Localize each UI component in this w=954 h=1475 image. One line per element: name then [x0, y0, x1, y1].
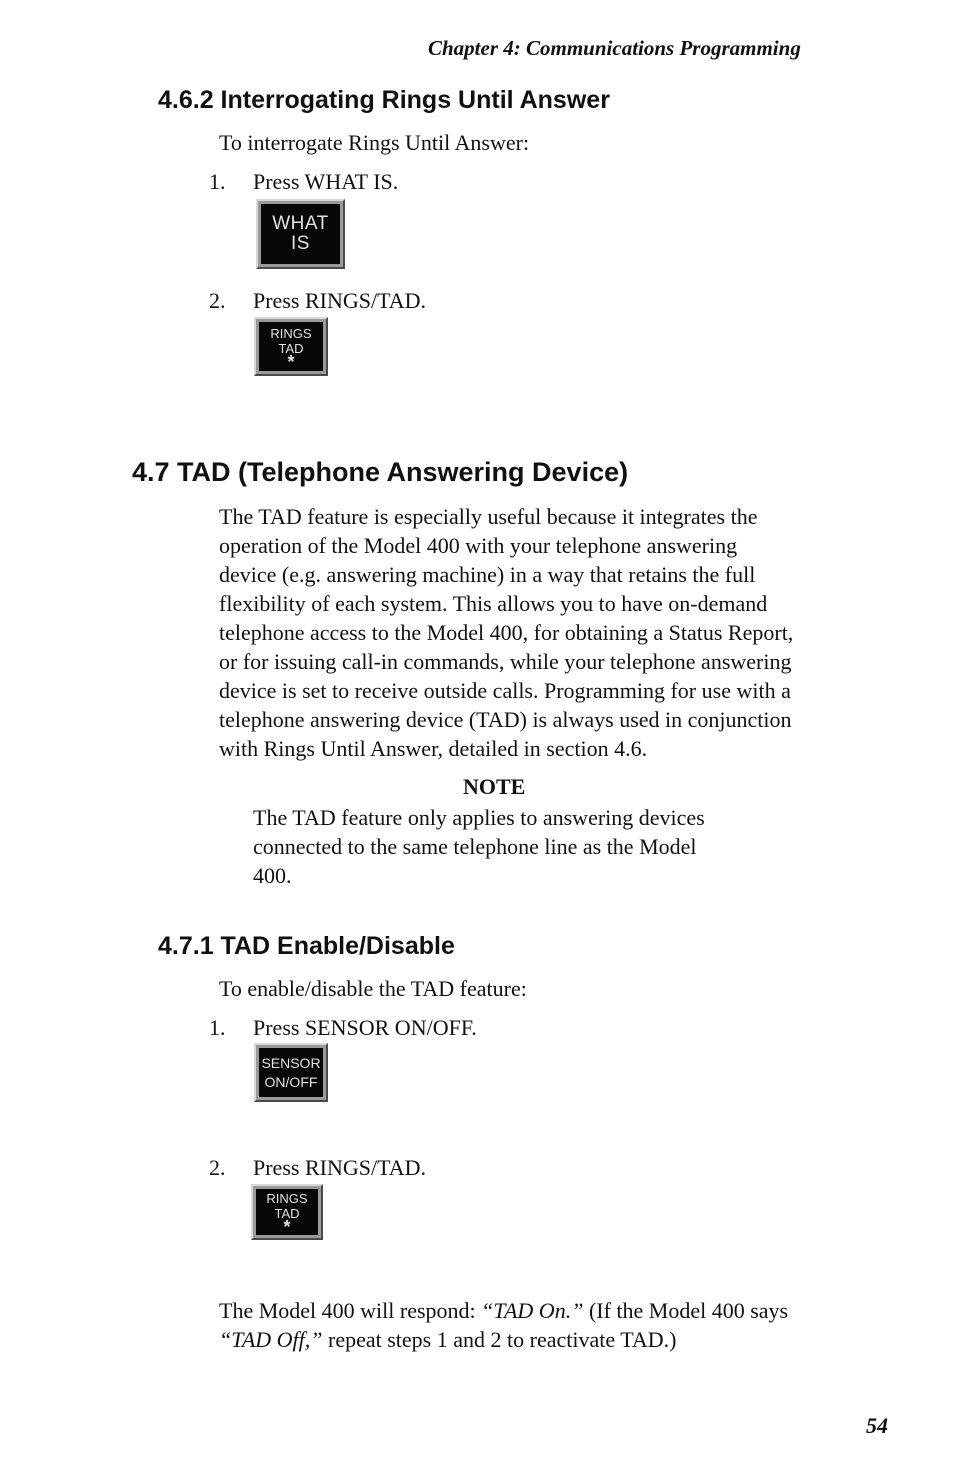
paragraph-line: operation of the Model 400 with your telephone answering — [219, 533, 738, 558]
note-body — [253, 803, 705, 890]
step-text: Press RINGS/TAD. — [253, 1155, 427, 1180]
note-line: 400. — [253, 863, 292, 888]
note-title: NOTE — [463, 774, 526, 799]
paragraph-line: flexibility of each system. This allows you to have on-demand — [219, 591, 768, 616]
step-number: 2. — [209, 1155, 226, 1180]
response-off: “TAD Off,” — [219, 1327, 323, 1352]
section-heading-4-7: 4.7 TAD (Telephone Answering Device) — [132, 457, 629, 487]
section-intro-4-6-2: To interrogate Rings Until Answer: — [219, 130, 530, 155]
step-text: Press RINGS/TAD. — [253, 288, 427, 313]
key-label: ON/OFF — [264, 1073, 318, 1090]
section-intro-4-7-1: To enable/disable the TAD feature: — [219, 976, 527, 1001]
page-number: 54 — [866, 1413, 888, 1438]
rings-tad-key — [251, 1184, 323, 1240]
note-line: The TAD feature only applies to answering devices — [253, 805, 705, 830]
key-label: RINGS — [266, 1191, 308, 1206]
key-label: IS — [291, 233, 310, 254]
key-label: TAD — [274, 1206, 300, 1221]
asterisk-icon: * — [287, 351, 295, 372]
rings-tad-key — [254, 317, 328, 376]
running-head: Chapter 4: Communications Programming — [428, 36, 801, 60]
key-label: SENSOR — [261, 1054, 321, 1071]
paragraph-line: device (e.g. answering machine) in a way that retains the full — [219, 562, 756, 587]
step-number: 2. — [209, 288, 226, 313]
closing-text: repeat steps 1 and 2 to reactivate TAD.) — [322, 1327, 677, 1352]
asterisk-icon: * — [283, 1217, 291, 1237]
key-label: TAD — [278, 340, 304, 356]
paragraph-line: The TAD feature is especially useful because it integrates the — [219, 504, 758, 529]
sensor-on-off-key — [254, 1043, 328, 1102]
paragraph-line: telephone answering device (TAD) is always used in conjunction — [219, 707, 792, 732]
closing-text: (If the Model 400 says — [583, 1298, 789, 1323]
response-on: “TAD On.” — [481, 1298, 584, 1323]
closing-text: The Model 400 will respond: — [219, 1298, 482, 1323]
paragraph-line: or for issuing call-in commands, while your telephone answering — [219, 649, 792, 674]
section-heading-4-6-2: 4.6.2 Interrogating Rings Until Answer — [158, 86, 610, 114]
what-is-key — [256, 199, 345, 269]
step-text: Press WHAT IS. — [253, 169, 399, 194]
paragraph-line: with Rings Until Answer, detailed in section 4.6. — [219, 736, 648, 761]
section-paragraph-4-7 — [219, 502, 793, 763]
paragraph-line: telephone access to the Model 400, for obtaining a Status Report, — [219, 620, 794, 645]
step-number: 1. — [209, 1015, 226, 1040]
closing-paragraph — [219, 1296, 788, 1354]
paragraph-line: device is set to receive outside calls. Programming for use with a — [219, 678, 791, 703]
note-line: connected to the same telephone line as the Model — [253, 834, 697, 859]
step-number: 1. — [209, 169, 226, 194]
section-heading-4-7-1: 4.7.1 TAD Enable/Disable — [158, 932, 455, 960]
key-label: WHAT — [272, 213, 329, 234]
key-label: RINGS — [270, 325, 312, 341]
step-text: Press SENSOR ON/OFF. — [253, 1015, 477, 1040]
